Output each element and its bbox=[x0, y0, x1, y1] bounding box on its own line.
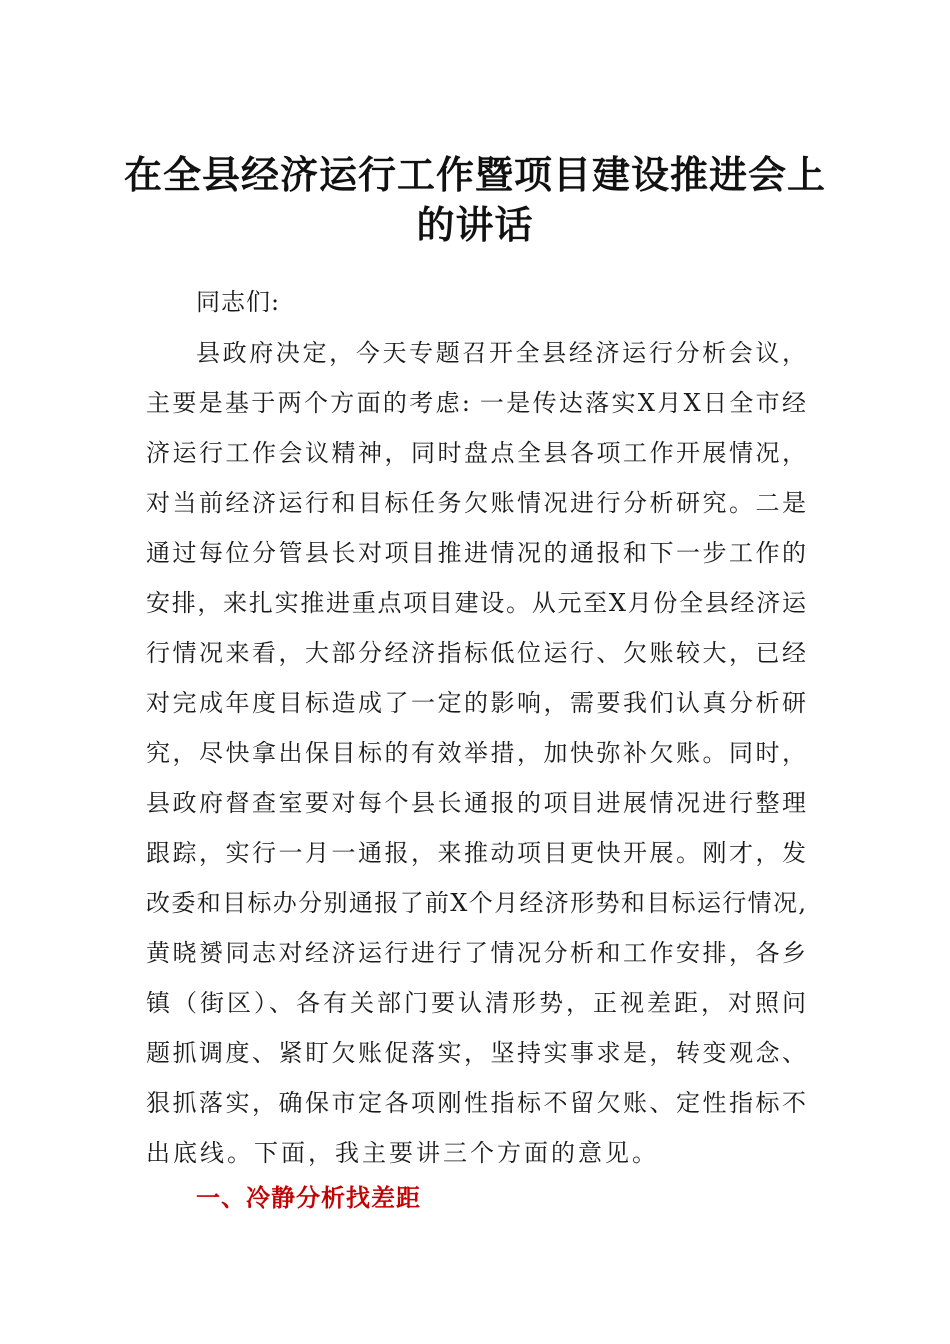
document-title bbox=[120, 150, 830, 250]
paragraph-line: 对当前经济运行和目标任务欠账情况进行分析研究。二是 bbox=[146, 489, 806, 517]
section-heading: 一、冷静分析找差距 bbox=[196, 1184, 421, 1212]
paragraph-line: 出底线。下面，我主要讲三个方面的意见。 bbox=[146, 1139, 659, 1167]
paragraph-line: 主要是基于两个方面的考虑: 一是传达落实X月X日全市经 bbox=[146, 389, 806, 417]
paragraph-line: 题抓调度、紧盯欠账促落实，坚持实事求是，转变观念、 bbox=[146, 1039, 806, 1067]
paragraph-line: 镇（街区）、各有关部门要认清形势，正视差距，对照问 bbox=[146, 989, 806, 1017]
opening-paragraph bbox=[146, 333, 806, 1183]
paragraph-line: 跟踪，实行一月一通报，来推动项目更快开展。刚才，发 bbox=[146, 839, 806, 867]
paragraph-line: 通过每位分管县长对项目推进情况的通报和下一步工作的 bbox=[146, 539, 806, 567]
paragraph-line: 济运行工作会议精神，同时盘点全县各项工作开展情况， bbox=[146, 439, 806, 467]
title-line-2: 的讲话 bbox=[416, 203, 534, 247]
paragraph-line: 究，尽快拿出保目标的有效举措，加快弥补欠账。同时， bbox=[146, 739, 806, 767]
paragraph-line: 狠抓落实，确保市定各项刚性指标不留欠账、定性指标不 bbox=[146, 1089, 806, 1117]
salutation: 同志们: bbox=[196, 288, 281, 316]
paragraph-line: 安排，来扎实推进重点项目建设。从元至X月份全县经济运 bbox=[146, 589, 806, 617]
paragraph-line: 对完成年度目标造成了一定的影响，需要我们认真分析研 bbox=[146, 689, 806, 717]
paragraph-line: 改委和目标办分别通报了前X个月经济形势和目标运行情况, bbox=[146, 889, 806, 917]
paragraph-line: 黄晓赟同志对经济运行进行了情况分析和工作安排，各乡 bbox=[146, 939, 806, 967]
paragraph-line: 县政府决定，今天专题召开全县经济运行分析会议， bbox=[196, 339, 806, 367]
paragraph-line: 县政府督查室要对每个县长通报的项目进展情况进行整理 bbox=[146, 789, 806, 817]
paragraph-line: 行情况来看，大部分经济指标低位运行、欠账较大，已经 bbox=[146, 639, 806, 667]
title-line-1: 在全县经济运行工作暨项目建设推进会上 bbox=[123, 153, 826, 197]
